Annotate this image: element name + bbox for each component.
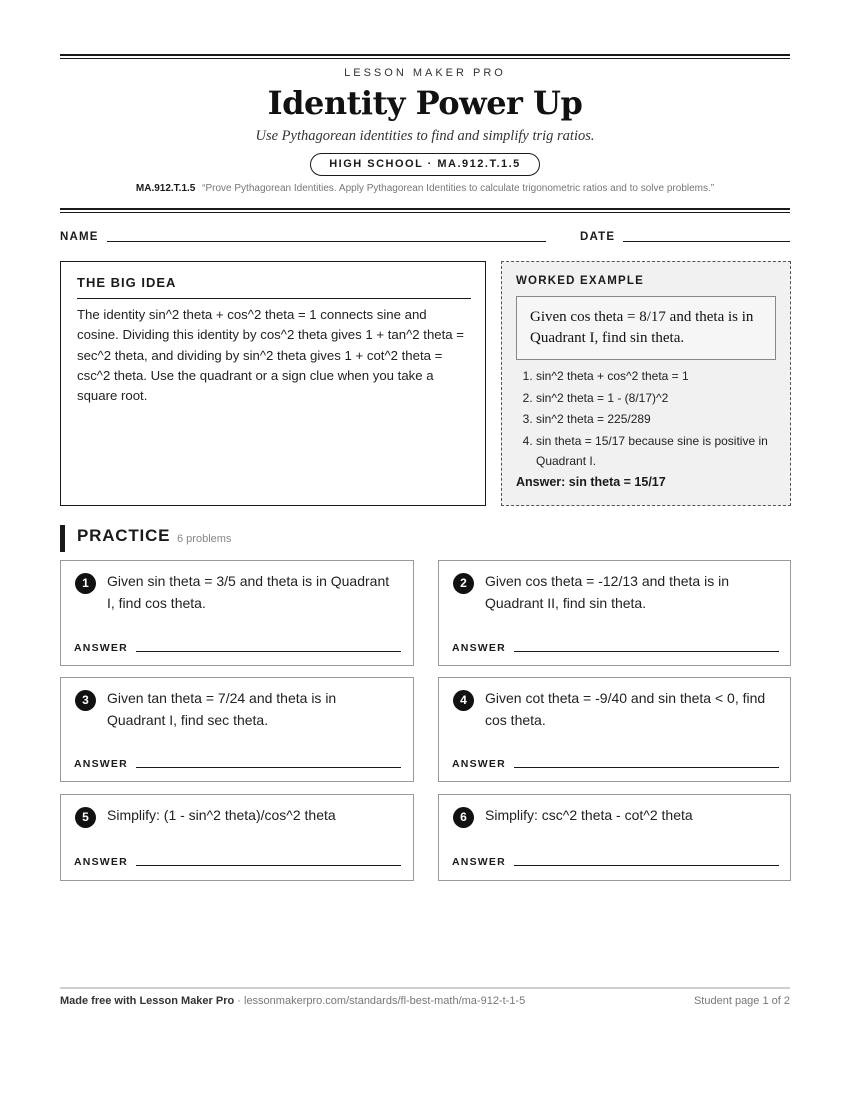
problem-text: Given cot theta = -9/40 and sin theta < 0, find cos theta. — [485, 690, 766, 728]
standard-description — [60, 183, 790, 194]
problem-number-badge: 4 — [453, 690, 474, 711]
name-field[interactable] — [107, 241, 546, 242]
worked-example-heading: WORKED EXAMPLE — [516, 275, 644, 287]
problem-card-1 — [60, 560, 414, 666]
problem-card-6 — [438, 794, 791, 881]
problem-text: Given sin theta = 3/5 and theta is in Quadrant I, find cos theta. — [107, 573, 390, 611]
big-idea-heading: THE BIG IDEA — [77, 275, 177, 290]
problem-number-badge: 2 — [453, 573, 474, 594]
level-badge: HIGH SCHOOL · MA.912.T.1.5 — [310, 153, 540, 176]
problem-card-4 — [438, 677, 791, 782]
problem-number-badge: 6 — [453, 807, 474, 828]
date-field[interactable] — [623, 241, 790, 242]
problem-number-badge: 3 — [75, 690, 96, 711]
problem-card-2 — [438, 560, 791, 666]
answer-label: ANSWER — [74, 856, 128, 868]
problem-number-badge: 1 — [75, 573, 96, 594]
problem-text: Given cos theta = -12/13 and theta is in Quadrant II, find sin theta. — [485, 573, 729, 611]
big-idea-heading-rule — [77, 298, 471, 299]
problem-card-3 — [60, 677, 414, 782]
answer-label: ANSWER — [452, 642, 506, 654]
worked-example-box — [501, 261, 791, 506]
answer-field[interactable] — [136, 651, 401, 652]
problem-card-5 — [60, 794, 414, 881]
footer-page-number: Student page 1 of 2 — [693, 995, 790, 1007]
worked-example-answer: Answer: sin theta = 15/17 — [516, 475, 666, 489]
practice-count: 6 problems — [177, 533, 232, 545]
practice-heading: PRACTICE — [77, 526, 171, 545]
answer-label: ANSWER — [452, 856, 506, 868]
footer-url[interactable]: · lessonmakerpro.com/standards/fl-best-math/ma-912-t-1-5 — [234, 995, 526, 1007]
worked-step: 4. sin theta = 15/17 because sine is positive in Quadrant I. — [536, 431, 786, 471]
worked-step: 3. sin^2 theta = 225/289 — [536, 409, 786, 429]
footer-credit — [60, 995, 525, 1007]
answer-field[interactable] — [514, 767, 779, 768]
worked-example-given: Given cos theta = 8/17 and theta is in Quadrant I, find sin theta. — [516, 296, 776, 360]
worked-step: 1. sin^2 theta + cos^2 theta = 1 — [536, 366, 786, 386]
answer-field[interactable] — [136, 865, 401, 866]
answer-label: ANSWER — [452, 758, 506, 770]
big-idea-text: The identity sin^2 theta + cos^2 theta = 1 connects sine and cosine. Dividing this identity by cos^2 theta gives 1 + tan^2 theta = sec^2 theta, and dividing by sin^2 theta gives 1 + cot^2 theta = csc^2 theta. Use the quadrant or a sign clue when you take a square root. — [77, 307, 464, 404]
standard-text: “Prove Pythagorean Identities. Apply Pythagorean Identities to calculate trigonometric ratios and to solve problems.” — [202, 183, 715, 194]
answer-field[interactable] — [514, 651, 779, 652]
date-label: DATE — [580, 231, 616, 243]
problem-number-badge: 5 — [75, 807, 96, 828]
standard-code: MA.912.T.1.5 — [135, 183, 196, 194]
problem-text: Simplify: csc^2 theta - cot^2 theta — [485, 807, 693, 823]
answer-field[interactable] — [136, 767, 401, 768]
header-bottom-rule-thin — [60, 212, 790, 213]
header-bottom-rule — [60, 208, 790, 210]
footer-made-with: Made free with Lesson Maker Pro — [60, 995, 235, 1007]
brand-name: LESSON MAKER PRO — [344, 67, 506, 79]
big-idea-box — [60, 261, 486, 506]
practice-accent-bar — [60, 525, 65, 552]
worked-example-steps — [516, 366, 786, 472]
page-subtitle: Use Pythagorean identities to find and simplify trig ratios. — [255, 128, 595, 144]
header-top-rule-thin — [60, 58, 790, 59]
answer-label: ANSWER — [74, 758, 128, 770]
problem-text: Given tan theta = 7/24 and theta is in Quadrant I, find sec theta. — [107, 690, 337, 728]
name-label: NAME — [60, 231, 99, 243]
header-top-rule — [60, 54, 790, 56]
footer-rule — [60, 987, 790, 989]
problem-text: Simplify: (1 - sin^2 theta)/cos^2 theta — [107, 807, 336, 823]
answer-label: ANSWER — [74, 642, 128, 654]
worked-step: 2. sin^2 theta = 1 - (8/17)^2 — [536, 388, 786, 408]
answer-field[interactable] — [514, 865, 779, 866]
page-title: Identity Power Up — [267, 84, 583, 122]
